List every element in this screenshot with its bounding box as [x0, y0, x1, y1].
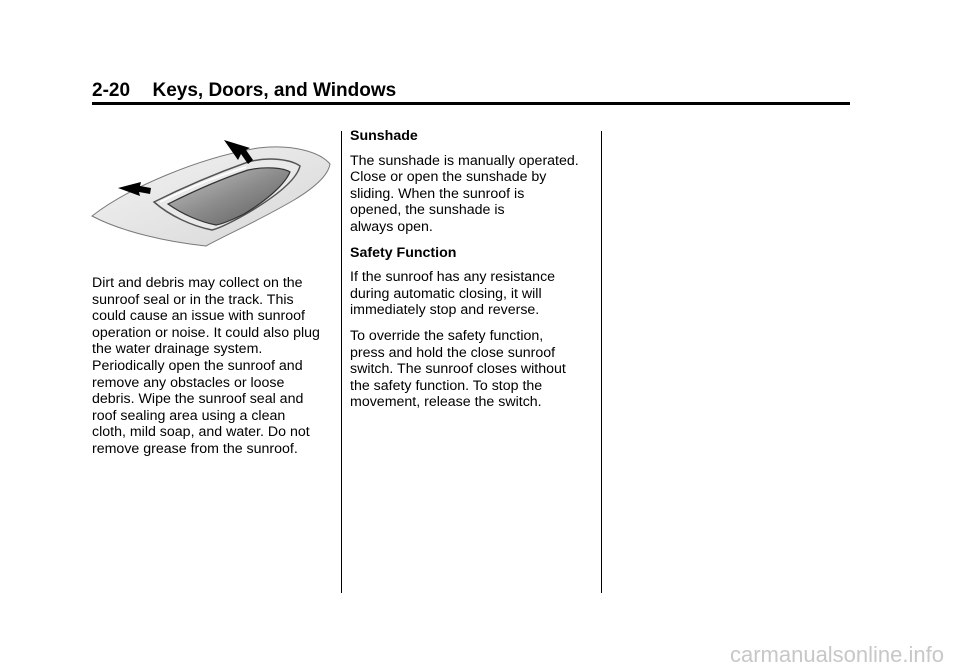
header-rule [92, 102, 850, 105]
sunshade-heading: Sunshade [350, 128, 418, 144]
sunroof-maintenance-paragraph: Dirt and debris may collect on the sunroof seal or in the track. This could cause an issue with sunroof operation or noise. It could also plug the water drainage system. Periodically open the sunroof and remove any obstacles or loose debris. Wipe the sunroof seal and roof sealing area using a clean cloth, mild soap, and water. Do not remove grease from the sunroof. [92, 275, 320, 457]
column-divider-right [601, 131, 602, 593]
section-title: Keys, Doors, and Windows [152, 80, 397, 101]
safety-function-paragraph: If the sunroof has any resistance during automatic closing, it will immediately stop and reverse. [350, 269, 556, 319]
override-paragraph: To override the safety function, press and hold the close sunroof switch. The sunroof closes without the safety function. To stop the movement, release the switch. [350, 327, 566, 411]
watermark: carmanualsonline.info [729, 642, 944, 667]
middle-column [350, 128, 598, 420]
page-number: 2-20 [92, 80, 131, 101]
sunshade-paragraph: The sunshade is manually operated. Close or open the sunshade by sliding. When the sunroof is opened, the sunshade is always open. [350, 152, 579, 235]
safety-function-heading: Safety Function [350, 244, 457, 261]
left-column [92, 275, 338, 467]
page-header [92, 80, 850, 102]
sunroof-illustration [88, 130, 334, 258]
column-divider-left [341, 131, 342, 593]
